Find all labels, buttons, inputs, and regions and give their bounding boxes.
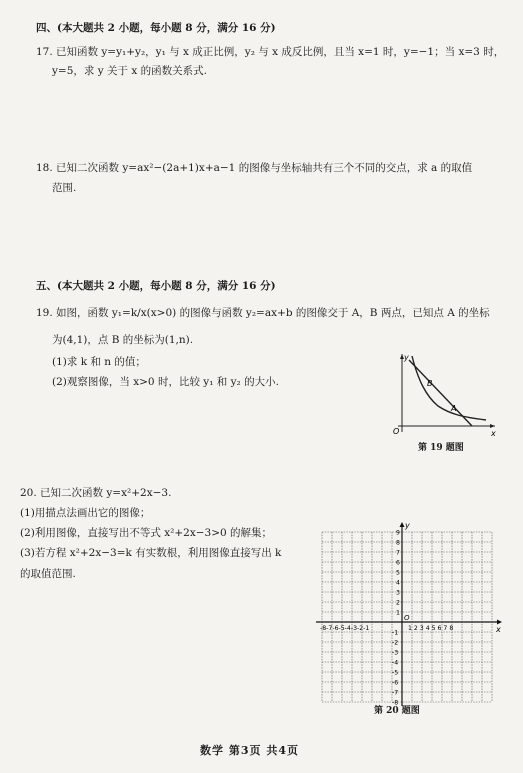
q20-y-tick-label: -1 xyxy=(392,629,399,637)
y-axis-arrow xyxy=(400,522,405,527)
q20-x-tick-labels-positive: 1 2 3 4 5 6 7 8 xyxy=(408,625,454,632)
q20-y-tick-label: 3 xyxy=(396,589,400,597)
q20-part2: (2)利用图像，直接写出不等式 x²+2x−3>0 的解集； xyxy=(20,527,273,539)
q20-part1: (1)用描点法画出它的图像； xyxy=(20,507,151,519)
x-axis-arrow xyxy=(497,620,502,625)
q19-origin-label: O xyxy=(393,427,400,436)
q20-x-tick-labels-negative: -8-7-6-5-4-3-2-1 xyxy=(320,625,370,632)
q20-origin-label: O xyxy=(404,614,410,622)
section-five-heading: 五、(本大题共 2 小题，每小题 8 分，满分 16 分) xyxy=(36,280,276,292)
q17-line1: 17. 已知函数 y=y₁+y₂，y₁ 与 x 成正比例，y₂ 与 x 成反比例，且当 x=1 时，y=−1；当 x=3 时， xyxy=(36,46,505,58)
q18-line2: 范围. xyxy=(52,182,77,194)
q20-y-tick-label: 2 xyxy=(396,599,400,607)
page-footer: 数学 第3页 共4页 xyxy=(200,744,299,757)
q19-y-label: y xyxy=(404,353,409,362)
q20-y-tick-label: 8 xyxy=(396,539,400,547)
q20-y-tick-label: 5 xyxy=(396,569,400,577)
q19-figure xyxy=(390,350,500,438)
q20-x-label: x xyxy=(496,625,501,634)
q20-y-tick-label: -7 xyxy=(392,689,399,697)
q19-curve-y1 xyxy=(412,356,486,420)
q20-y-tick-label: 7 xyxy=(396,549,400,557)
q19-part1: (1)求 k 和 n 的值； xyxy=(52,356,146,368)
q20-line1: 20. 已知二次函数 y=x²+2x−3. xyxy=(20,487,172,499)
q19-point-a-label: A xyxy=(451,404,457,413)
q20-grid-figure xyxy=(310,520,501,707)
q18-line1: 18. 已知二次函数 y=ax²−(2a+1)x+a−1 的图像与坐标轴共有三个不同的交点，求 a 的取值 xyxy=(36,162,473,174)
q19-x-label: x xyxy=(491,429,496,438)
q17-line2: y=5，求 y 关于 x 的函数关系式. xyxy=(52,65,207,77)
q20-y-tick-label: -5 xyxy=(392,669,399,677)
q19-point-b-label: B xyxy=(427,379,433,388)
q20-y-tick-label: -4 xyxy=(392,659,399,667)
q19-line1: 19. 如图，函数 y₁=k/x(x>0) 的图像与函数 y₂=ax+b 的图像交于 A，B 两点，已知点 A 的坐标 xyxy=(36,307,490,319)
q20-y-tick-label: 1 xyxy=(396,609,400,617)
q20-y-tick-label: -6 xyxy=(392,679,399,687)
q19-part2: (2)观察图像，当 x>0 时，比较 y₁ 和 y₂ 的大小. xyxy=(52,376,279,388)
q20-y-tick-label: -8 xyxy=(392,699,399,707)
q19-line2: 为(4,1)，点 B 的坐标为(1,n). xyxy=(52,334,194,346)
q20-y-tick-label: -3 xyxy=(392,649,399,657)
q20-y-tick-label: 9 xyxy=(396,529,400,537)
q20-y-label: y xyxy=(405,521,410,530)
section-four-heading: 四、(本大题共 2 小题，每小题 8 分，满分 16 分) xyxy=(36,22,276,34)
q20-y-tick-label: 6 xyxy=(396,559,400,567)
q19-caption: 第 19 题图 xyxy=(418,443,464,453)
q20-part3a: (3)若方程 x²+2x−3=k 有实数根，利用图像直接写出 k xyxy=(20,547,282,559)
q20-caption: 第 20 题图 xyxy=(374,706,420,716)
q20-y-tick-label: -2 xyxy=(392,639,399,647)
q20-y-tick-label: 4 xyxy=(396,579,400,587)
q20-part3b: 的取值范围. xyxy=(20,568,76,580)
